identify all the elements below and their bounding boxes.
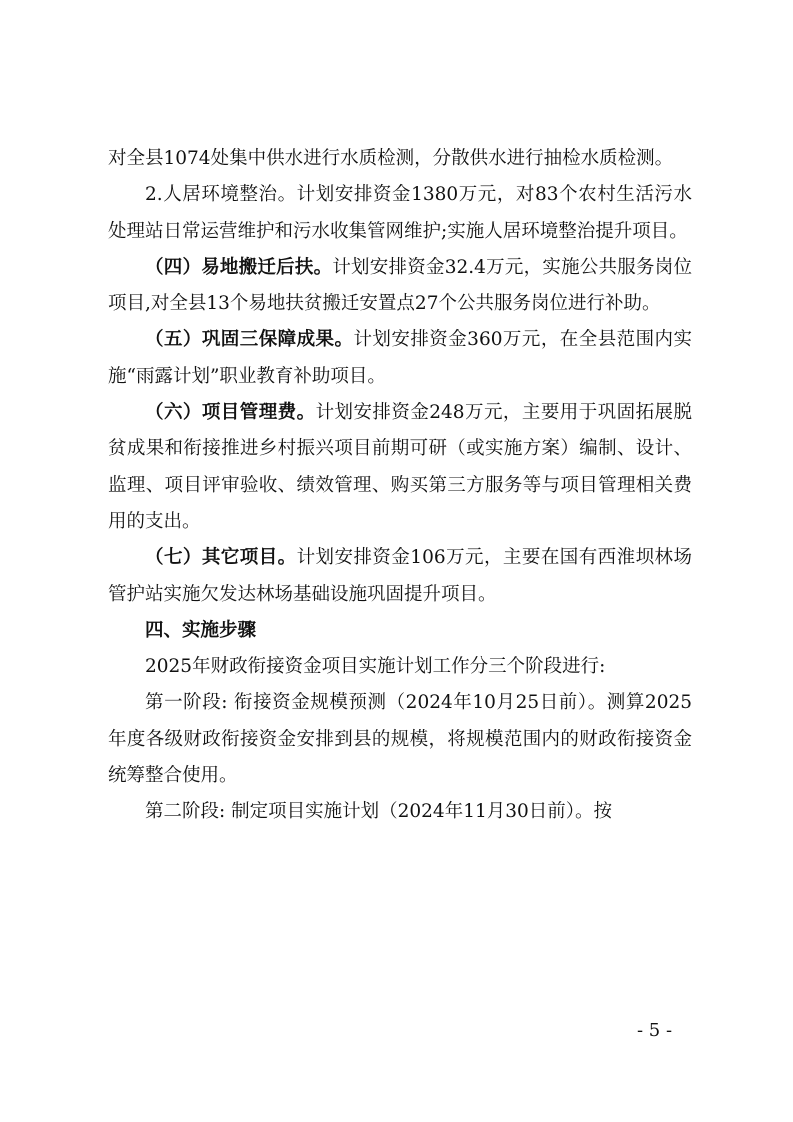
paragraph-heading: （六）项目管理费。 [145,402,316,424]
paragraph-text: 2025年财政衔接资金项目实施计划工作分三个阶段进行: [145,656,606,678]
paragraph-heading: （七）其它项目。 [145,547,297,569]
paragraph-heading: （五）巩固三保障成果。 [145,329,354,351]
paragraph-text: 第二阶段: 制定项目实施计划（2024年11月30日前）。按 [145,801,613,823]
paragraph-text: 计划安排资金248万元，主要用于巩固拓展脱贫成果和衔接推进乡村振兴项目前期可研（或实施方案）编制、设计、监理、项目评审验收、绩效管理、购买第三方服务等与项目管理相关费用的支出。 [108,402,692,532]
document-body [108,141,692,831]
paragraph [108,250,692,323]
paragraph [108,685,692,794]
paragraph-text: 2.人居环境整治。计划安排资金1380万元，对83个农村生活污水处理站日常运营维护和污水收集管网维护;实施人居环境整治提升项目。 [108,184,692,242]
paragraph [108,177,692,250]
paragraph-text: 计划安排资金32.4万元，实施公共服务岗位项目,对全县13个易地扶贫搬迁安置点27个公共服务岗位进行补助。 [108,256,692,315]
paragraph-text: 第一阶段: 衔接资金规模预测（2024年10月25日前）。测算2025年度各级财政衔接资金安排到县的规模，将规模范围内的财政衔接资金统筹整合使用。 [108,692,692,787]
paragraph [108,613,692,649]
paragraph [108,794,692,830]
paragraph-text: 对全县1074处集中供水进行水质检测，分散供水进行抽检水质检测。 [108,148,674,169]
paragraph-heading: （四）易地搬迁后扶。 [145,256,333,278]
page-number: - 5 - [637,1020,673,1041]
paragraph [108,649,692,685]
paragraph [108,322,692,395]
paragraph [108,141,692,177]
paragraph [108,395,692,540]
paragraph-text: 计划安排资金360万元，在全县范围内实施“雨露计划”职业教育补助项目。 [108,329,692,387]
paragraph-heading: 四、实施步骤 [145,619,257,641]
paragraph-text: 计划安排资金106万元，主要在国有西淮坝林场管护站实施欠发达林场基础设施巩固提升项目。 [108,547,692,605]
paragraph [108,540,692,613]
